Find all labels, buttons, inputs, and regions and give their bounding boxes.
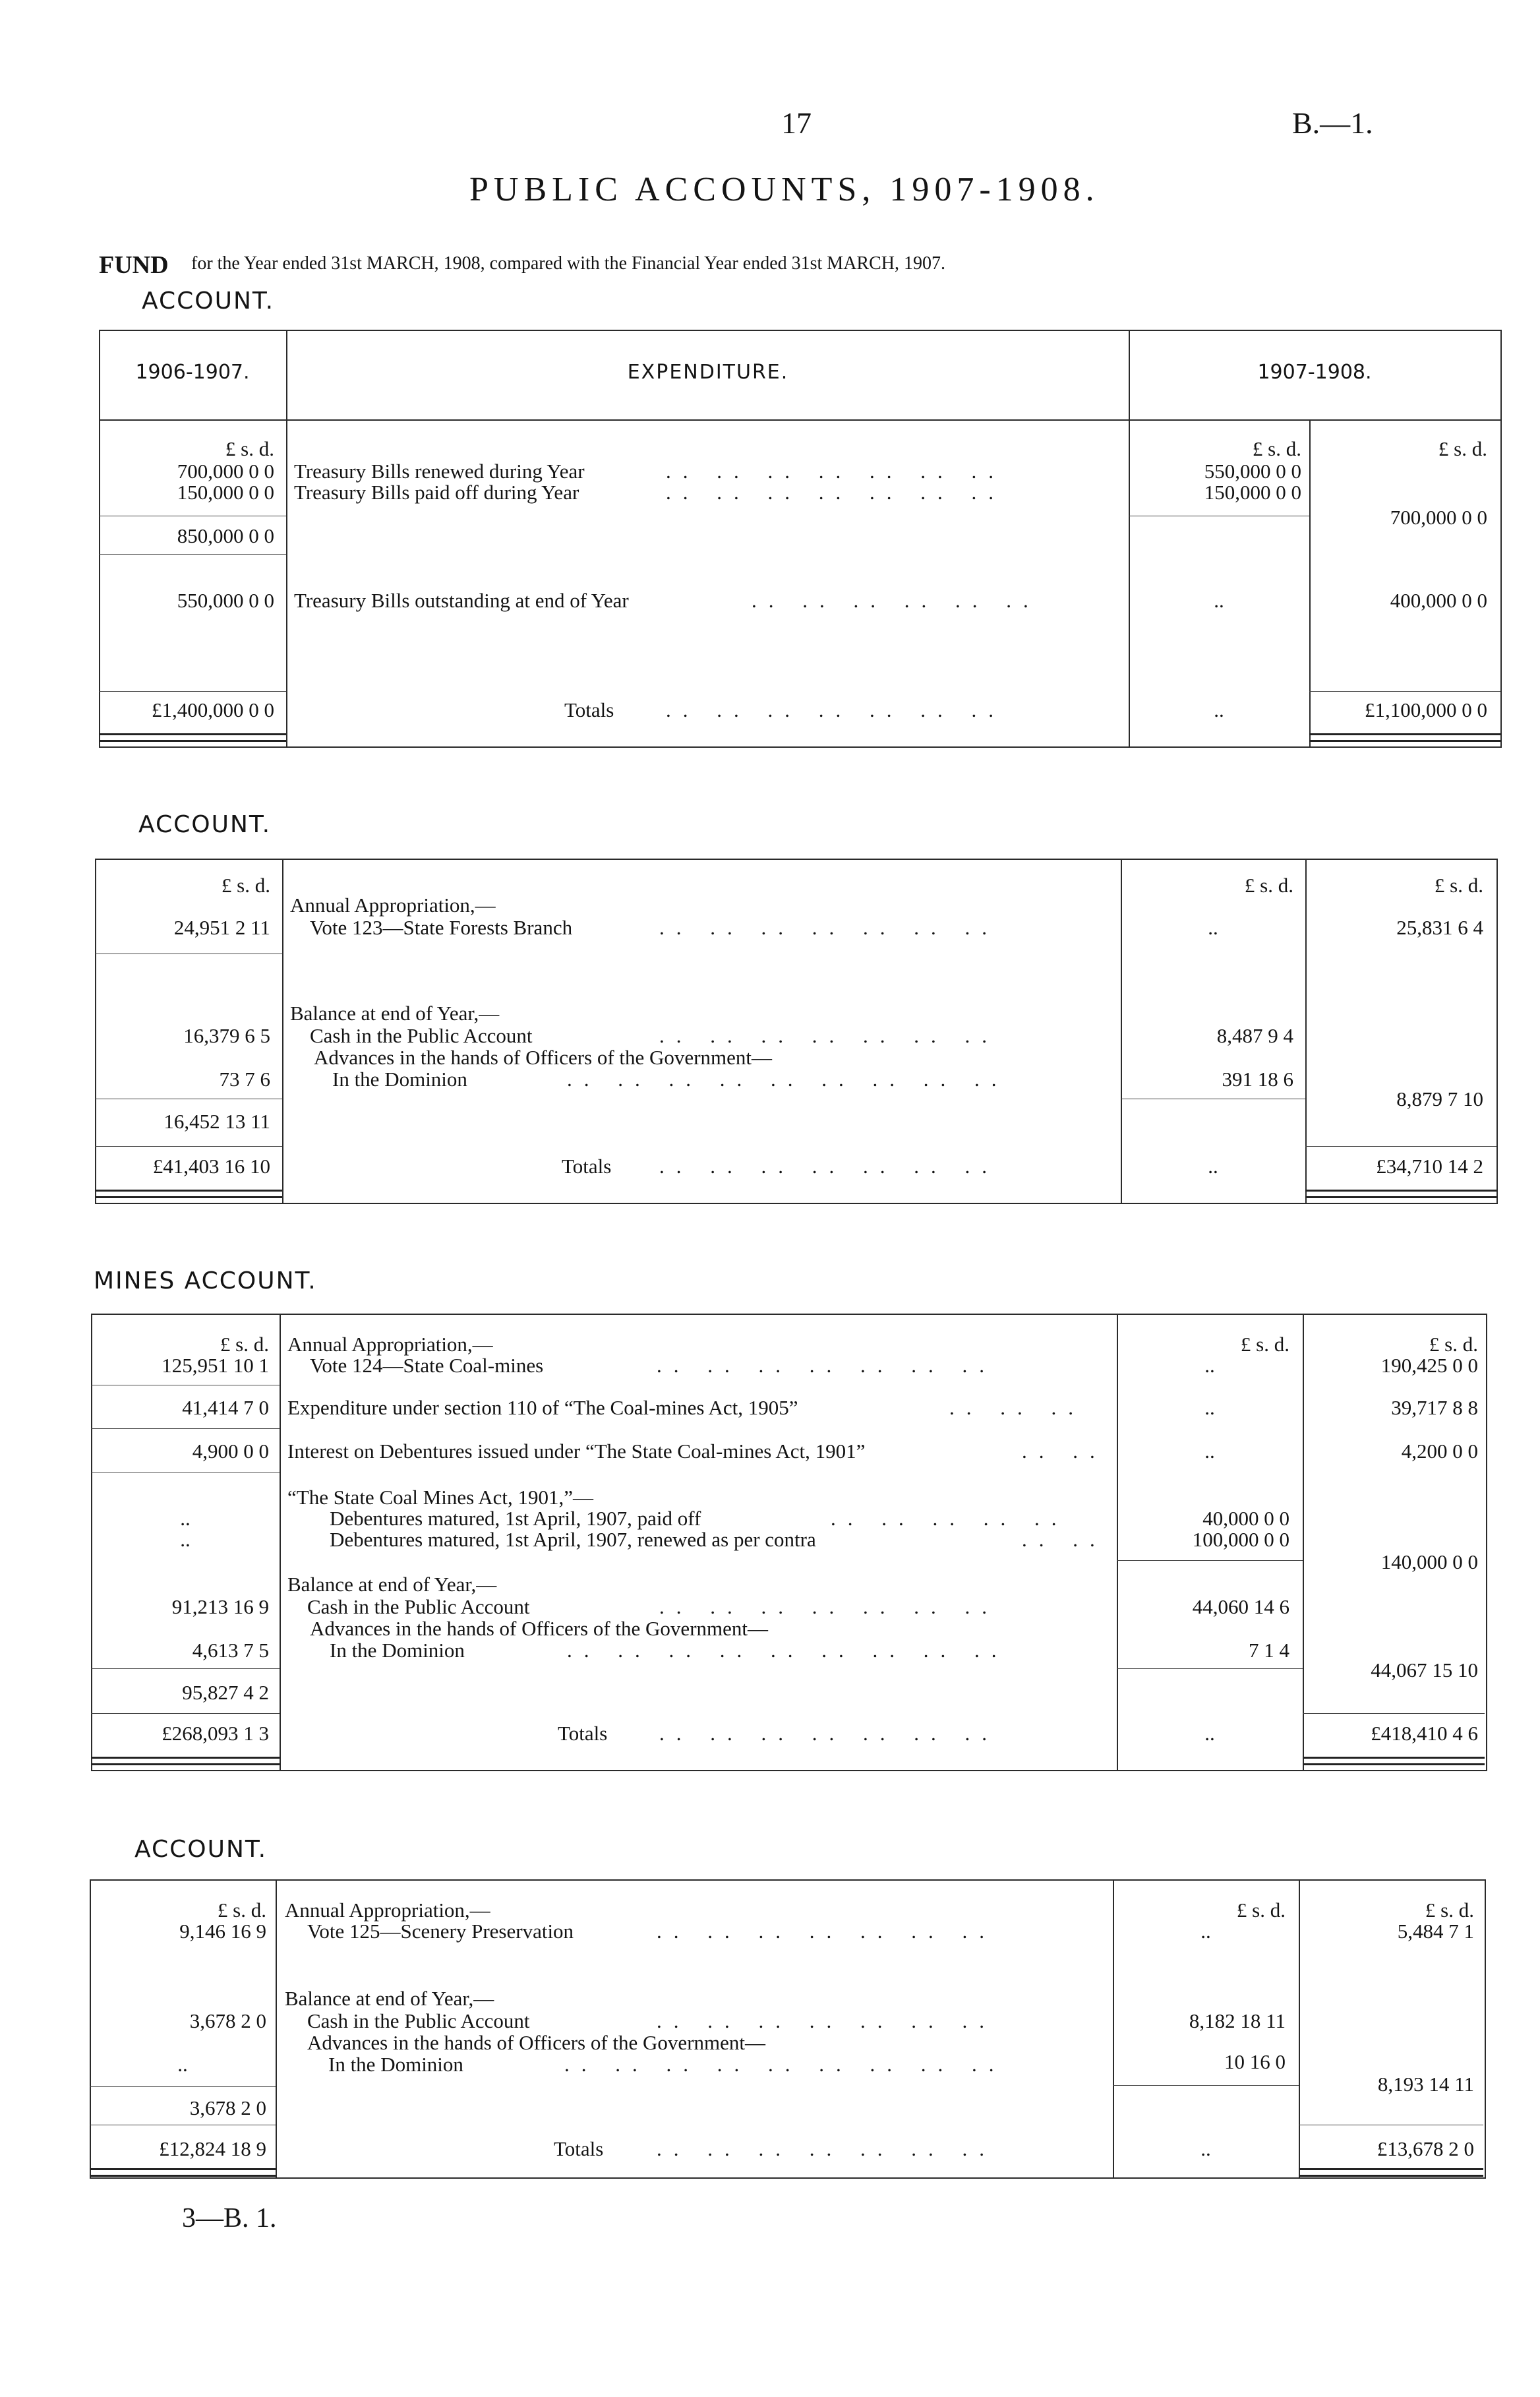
row-label: In the Dominion [332,1068,467,1091]
section1-frame [99,330,1502,748]
curr-value: 44,067 15 10 [1371,1658,1478,1682]
leader-dots: .. .. .. .. .. .. .. [659,1155,999,1178]
section3-heading: MINES ACCOUNT. [94,1267,317,1294]
inner-total: .. [1200,2137,1211,2160]
col-header-prev: 1906-1907. [135,361,250,384]
units-header: £ s. d. [1438,437,1487,460]
curr-total: £13,678 2 0 [1377,2137,1474,2160]
prev-subtotal: 95,827 4 2 [182,1681,269,1704]
leader-dots: .. .. .. .. .. .. .. [657,2009,996,2032]
units-header: £ s. d. [1240,1333,1289,1356]
prev-value: 41,414 7 0 [182,1396,269,1419]
prev-subtotal: 16,452 13 11 [163,1110,270,1133]
inner-value: .. [1208,916,1218,939]
leader-dots: .. .. .. .. .. .. .. [666,460,1005,483]
row-label: “The State Coal Mines Act, 1901,”— [287,1486,594,1509]
prev-value: 3,678 2 0 [189,2009,266,2032]
prev-value: 9,146 16 9 [179,1920,266,1943]
inner-value: .. [1204,1440,1215,1463]
row-label: Cash in the Public Account [310,1024,533,1047]
row-label: Debentures matured, 1st April, 1907, renewed as per contra [330,1528,816,1551]
prev-value: .. [180,1528,191,1551]
curr-value: 400,000 0 0 [1390,589,1487,612]
inner-value: 44,060 14 6 [1192,1595,1289,1618]
signature-mark: 3—B. 1. [182,2203,277,2233]
row-label: Treasury Bills paid off during Year [294,481,579,504]
prev-value: 24,951 2 11 [173,916,270,939]
curr-value: 4,200 0 0 [1401,1440,1478,1463]
inner-value: 391 18 6 [1222,1068,1293,1091]
inner-value: .. [1200,1920,1211,1943]
page-subtitle: for the Year ended 31st MARCH, 1908, compared with the Financial Year ended 31st MARCH, 1907. [191,253,945,274]
units-header: £ s. d. [1236,1898,1286,1922]
row-label: Debentures matured, 1st April, 1907, paid off [330,1507,701,1530]
prev-subtotal: 850,000 0 0 [177,524,274,547]
curr-total: £34,710 14 2 [1376,1155,1483,1178]
row-label: Cash in the Public Account [307,1595,530,1618]
row-label: Advances in the hands of Officers of the Government— [310,1617,769,1640]
row-label: Advances in the hands of Officers of the Government— [314,1046,773,1069]
inner-value: 8,182 18 11 [1189,2009,1286,2032]
row-label: Balance at end of Year,— [290,1002,500,1025]
units-header: £ s. d. [1425,1898,1474,1922]
leader-dots: .. .. .. [949,1396,1085,1419]
section4-heading: ACCOUNT. [134,1836,268,1863]
leader-dots: .. .. .. .. .. .. .. [659,1024,999,1047]
prev-value: 125,951 10 1 [162,1354,269,1377]
curr-value: 190,425 0 0 [1380,1354,1478,1377]
curr-value: 140,000 0 0 [1380,1550,1478,1573]
inner-value: 100,000 0 0 [1192,1528,1289,1551]
leader-dots: .. .. .. .. .. .. .. [659,916,999,939]
units-header: £ s. d. [1244,874,1293,897]
leader-dots: .. .. .. .. .. [831,1507,1069,1530]
leader-dots: .. .. [1022,1440,1107,1463]
row-label: Balance at end of Year,— [287,1573,497,1596]
row-label: Advances in the hands of Officers of the Government— [307,2031,766,2054]
section2-heading: ACCOUNT. [138,811,272,838]
inner-value: 550,000 0 0 [1204,460,1301,483]
curr-value: 39,717 8 8 [1391,1396,1478,1419]
prev-total: £12,824 18 9 [159,2137,266,2160]
units-header: £ s. d. [221,874,270,897]
row-label: Balance at end of Year,— [285,1987,494,2010]
row-label: Annual Appropriation,— [290,894,496,917]
prev-value: 73 7 6 [219,1068,270,1091]
row-label: Annual Appropriation,— [285,1898,490,1922]
prev-value: 91,213 16 9 [171,1595,269,1618]
totals-label: Totals [562,1155,612,1178]
inner-value: .. [1204,1354,1215,1377]
units-header: £ s. d. [220,1333,269,1356]
inner-total: .. [1214,698,1224,721]
fund-label: FUND [99,251,169,279]
totals-label: Totals [554,2137,604,2160]
leader-dots: .. .. .. .. .. .. .. [659,1722,999,1745]
prev-value: 4,900 0 0 [192,1440,269,1463]
leader-dots: .. .. .. .. .. .. .. [666,481,1005,504]
row-label: Vote 125—Scenery Preservation [307,1920,574,1943]
curr-value: 700,000 0 0 [1390,506,1487,529]
leader-dots: .. .. .. .. .. .. .. .. .. [567,1639,1009,1662]
leader-dots: .. .. .. .. .. .. .. .. .. [567,1068,1009,1091]
row-label: Vote 123—State Forests Branch [310,916,573,939]
leader-dots: .. .. [1022,1528,1107,1551]
inner-value: 7 1 4 [1249,1639,1289,1662]
row-label: In the Dominion [328,2053,463,2076]
leader-dots: .. .. .. .. .. .. .. [659,1595,999,1618]
curr-total: £1,100,000 0 0 [1365,698,1487,721]
curr-value: 8,879 7 10 [1396,1087,1483,1110]
units-header: £ s. d. [217,1898,266,1922]
curr-value: 25,831 6 4 [1396,916,1483,939]
prev-total: £268,093 1 3 [162,1722,269,1745]
row-label: Treasury Bills renewed during Year [294,460,585,483]
row-label: Expenditure under section 110 of “The Coal-mines Act, 1905” [287,1396,798,1419]
leader-dots: .. .. .. .. .. .. .. [666,698,1005,721]
totals-label: Totals [558,1722,608,1745]
prev-total: £1,400,000 0 0 [152,698,274,721]
prev-value: 4,613 7 5 [192,1639,269,1662]
prev-value: 16,379 6 5 [183,1024,270,1047]
row-label: Vote 124—State Coal-mines [310,1354,544,1377]
row-label: Interest on Debentures issued under “The State Coal-mines Act, 1901” [287,1440,866,1463]
units-header: £ s. d. [1429,1333,1478,1356]
col-header-curr: 1907-1908. [1257,361,1372,384]
col-header-desc: EXPENDITURE. [627,361,789,384]
inner-value: .. [1204,1396,1215,1419]
inner-total: .. [1204,1722,1215,1745]
totals-label: Totals [564,698,614,721]
inner-value: 150,000 0 0 [1204,481,1301,504]
leader-dots: .. .. .. .. .. .. .. [657,1354,996,1377]
document-reference: B.—1. [1292,106,1373,140]
units-header: £ s. d. [225,437,274,460]
inner-value: 10 16 0 [1224,2050,1286,2073]
prev-value: 700,000 0 0 [177,460,274,483]
inner-total: .. [1208,1155,1218,1178]
leader-dots: .. .. .. .. .. .. .. [657,1920,996,1943]
prev-value: .. [177,2053,188,2076]
inner-value: .. [1214,589,1224,612]
row-label: Cash in the Public Account [307,2009,530,2032]
page-number: 17 [781,106,812,140]
row-label: Annual Appropriation,— [287,1333,493,1356]
inner-value: 40,000 0 0 [1202,1507,1289,1530]
leader-dots: .. .. .. .. .. .. .. [657,2137,996,2160]
curr-total: £418,410 4 6 [1371,1722,1478,1745]
row-label: In the Dominion [330,1639,465,1662]
leader-dots: .. .. .. .. .. .. [752,589,1040,612]
units-header: £ s. d. [1434,874,1483,897]
prev-value: 150,000 0 0 [177,481,274,504]
curr-value: 5,484 7 1 [1397,1920,1474,1943]
prev-subtotal: 3,678 2 0 [189,2096,266,2119]
curr-value: 8,193 14 11 [1377,2073,1474,2096]
units-header: £ s. d. [1252,437,1301,460]
page-title: PUBLIC ACCOUNTS, 1907-1908. [469,171,1100,208]
row-label: Treasury Bills outstanding at end of Year [294,589,629,612]
inner-value: 8,487 9 4 [1216,1024,1293,1047]
leader-dots: .. .. .. .. .. .. .. .. .. [564,2053,1006,2076]
prev-value: .. [180,1507,191,1530]
prev-value: 550,000 0 0 [177,589,274,612]
section1-heading: ACCOUNT. [142,288,275,315]
prev-total: £41,403 16 10 [152,1155,270,1178]
